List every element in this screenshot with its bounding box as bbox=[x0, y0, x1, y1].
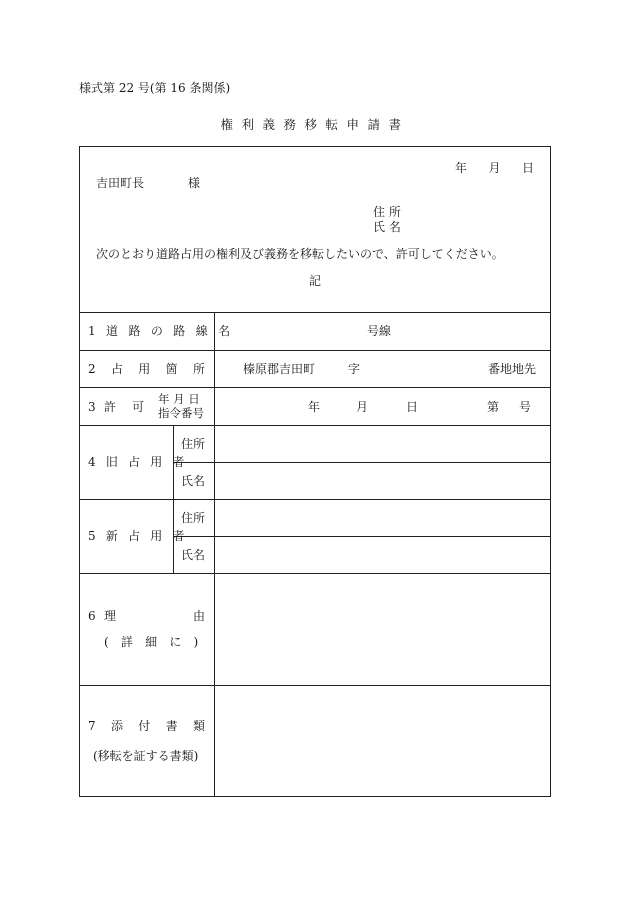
rule-intro-bottom bbox=[79, 312, 551, 313]
reason-sublabel: ( 詳 細 に ) bbox=[104, 635, 203, 649]
old-occupant-name-label: 氏名 bbox=[181, 474, 206, 488]
permit-label-number: 指令番号 bbox=[158, 406, 204, 420]
permit-label-b: 可 bbox=[132, 400, 145, 414]
old-occupant-label: 4 旧 占 用 者 bbox=[88, 455, 188, 469]
date-day: 日 bbox=[521, 161, 534, 175]
road-name-label: 1 道 路 の 路 線 名 bbox=[88, 324, 234, 338]
new-occupant-address-label: 住所 bbox=[181, 511, 206, 525]
addressee: 吉田町長 bbox=[96, 176, 145, 190]
attachments-label: 7 添 付 書 類 bbox=[88, 719, 205, 733]
attachments-sublabel: (移転を証する書類) bbox=[93, 749, 199, 763]
ki-mark: 記 bbox=[309, 274, 322, 288]
permit-dai: 第 bbox=[487, 400, 500, 414]
location-town: 榛原郡吉田町 bbox=[243, 362, 316, 376]
rule-row3-bottom bbox=[79, 425, 551, 426]
old-occupant-address-label: 住所 bbox=[181, 437, 206, 451]
applicant-address-label: 住 所 bbox=[373, 205, 401, 219]
permit-year: 年 bbox=[308, 400, 321, 414]
applicant-name-label: 氏 名 bbox=[373, 220, 401, 234]
document-title: 権利義務移転申請書 bbox=[220, 117, 410, 132]
form-table bbox=[79, 146, 551, 797]
date-line bbox=[455, 162, 534, 174]
rule-label-column bbox=[214, 312, 215, 797]
permit-label-date: 年 月 日 bbox=[158, 392, 200, 406]
rule-row4-bottom bbox=[79, 499, 551, 500]
permit-month: 月 bbox=[356, 400, 369, 414]
reason-label-num: 6 bbox=[88, 609, 96, 623]
permit-label-num: 3 bbox=[88, 400, 96, 414]
permit-day: 日 bbox=[406, 400, 419, 414]
form-number: 様式第 22 号(第 16 条関係) bbox=[79, 81, 231, 95]
date-month: 月 bbox=[488, 161, 501, 175]
rule-row2-bottom bbox=[79, 387, 551, 388]
location-suffix: 番地地先 bbox=[488, 362, 537, 376]
location-label: 2 占 用 箇 所 bbox=[88, 362, 205, 376]
rule-row5-mid bbox=[173, 536, 551, 537]
rule-sublabel-column bbox=[173, 425, 174, 573]
date-year: 年 bbox=[455, 161, 468, 175]
reason-label-b: 由 bbox=[193, 609, 206, 623]
permit-gou: 号 bbox=[519, 400, 532, 414]
road-name-suffix: 号線 bbox=[367, 324, 392, 338]
new-occupant-label: 5 新 占 用 者 bbox=[88, 529, 188, 543]
permit-label-a: 許 bbox=[104, 400, 117, 414]
application-statement: 次のとおり道路占用の権利及び義務を移転したいので、許可してください。 bbox=[96, 247, 504, 261]
honorific: 様 bbox=[188, 176, 201, 190]
reason-label-a: 理 bbox=[104, 609, 117, 623]
rule-row4-mid bbox=[173, 462, 551, 463]
location-aza: 字 bbox=[348, 362, 361, 376]
rule-row6-bottom bbox=[79, 685, 551, 686]
rule-row1-bottom bbox=[79, 350, 551, 351]
new-occupant-name-label: 氏名 bbox=[181, 548, 206, 562]
rule-row5-bottom bbox=[79, 573, 551, 574]
